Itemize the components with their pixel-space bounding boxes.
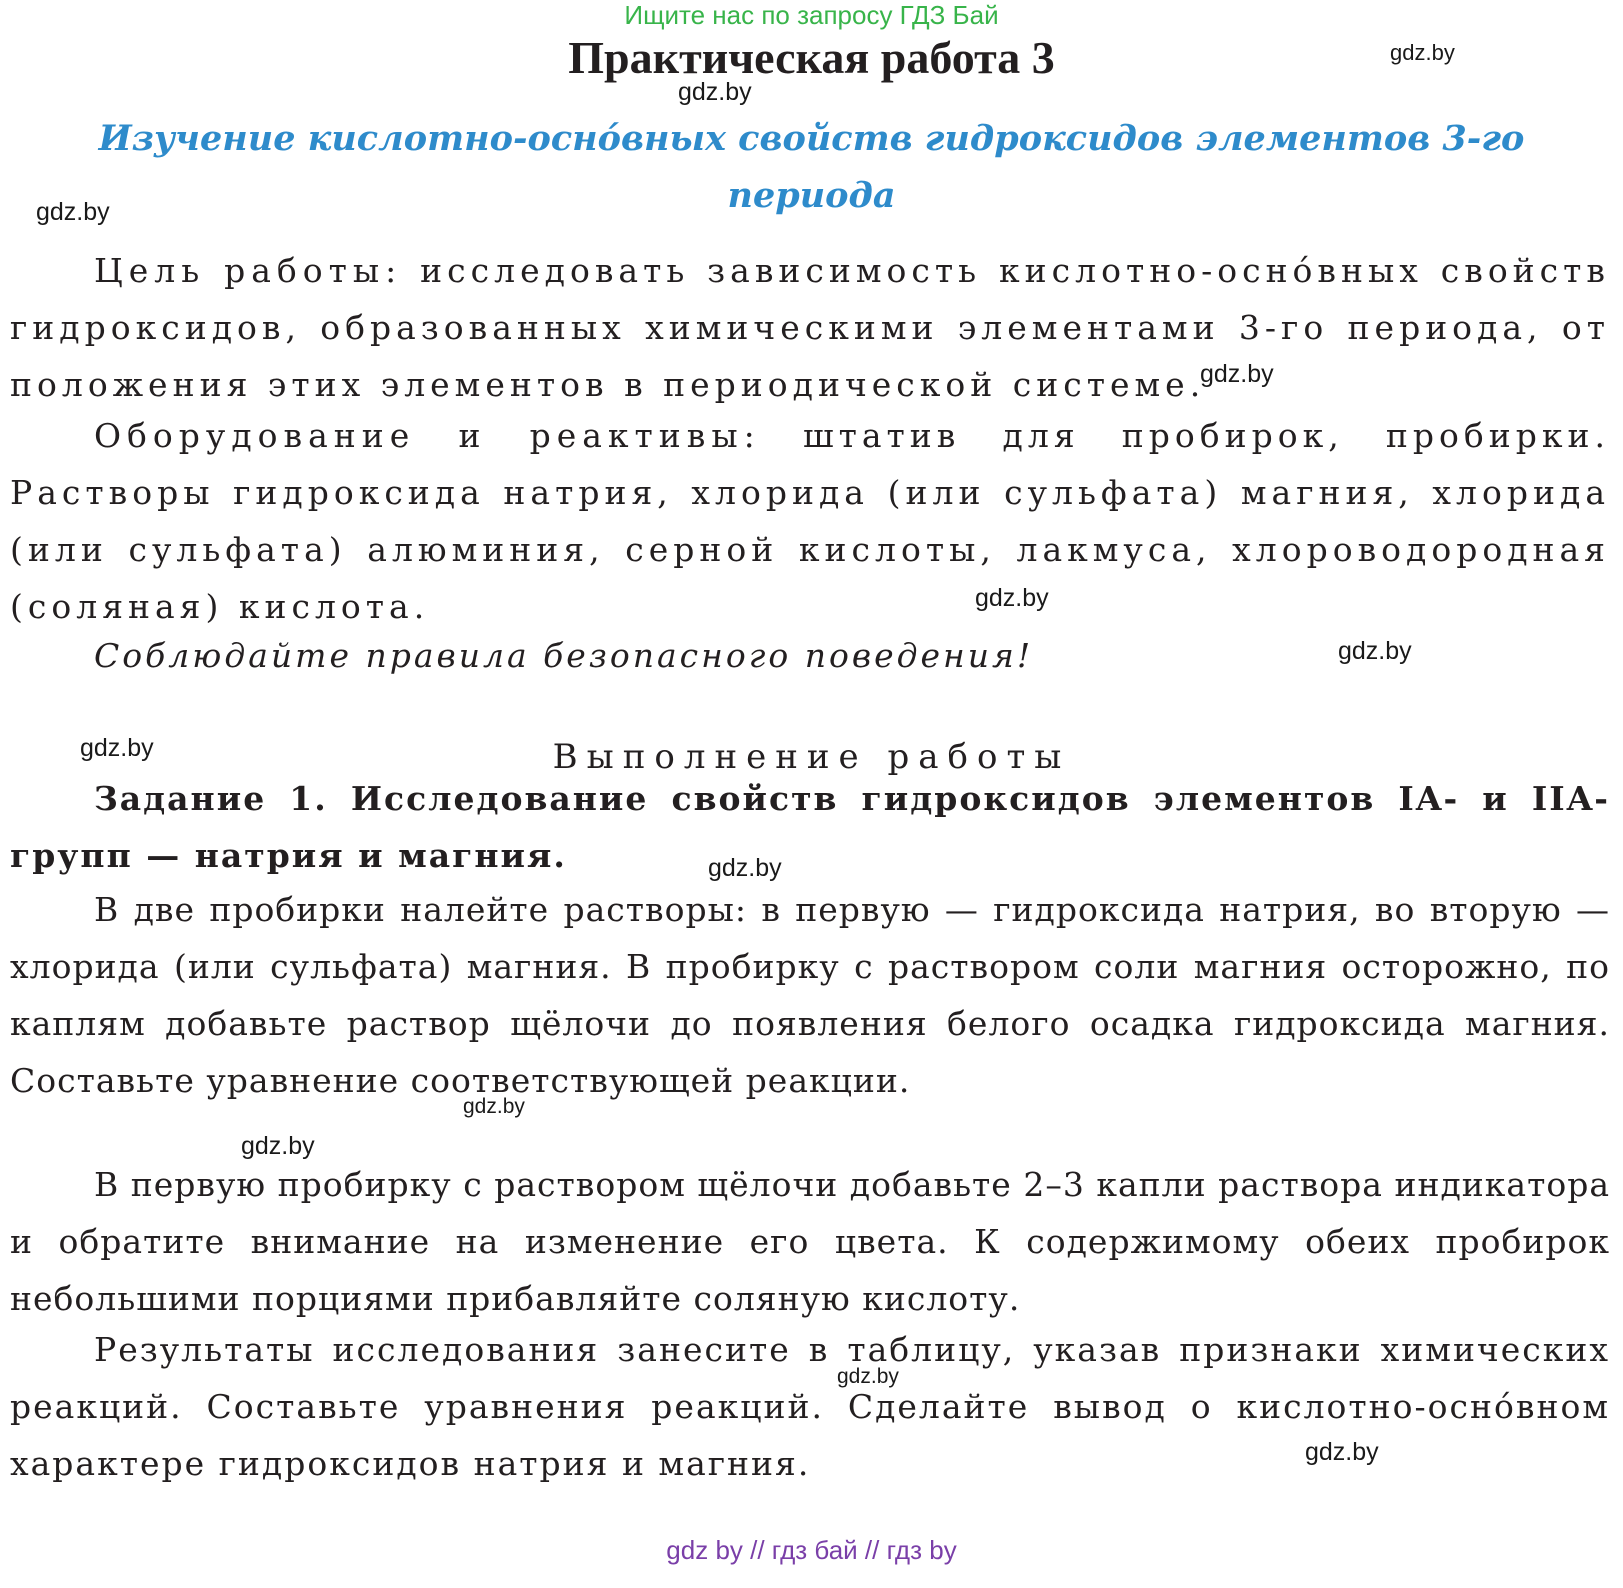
equipment-label: Оборудование и реактивы: <box>94 416 761 455</box>
watermark: gdz.by <box>708 854 782 882</box>
equipment-text: штатив для пробирок, пробирки. Растворы гидроксида натрия, хлорида (или сульфата) магния, хлорида (или сульфата) алюминия, серной кислоты, лакмуса, хлороводородная (соляная) кислота. <box>10 416 1610 626</box>
goal-paragraph <box>10 242 1610 413</box>
watermark: gdz.by <box>1305 1438 1379 1466</box>
goal-text: исследовать зависимость кислотно-оснóвных свойств гидроксидов, образованных химическими элементами 3-го периода, от положения этих элементов в периодической системе. <box>10 251 1610 404</box>
safety-note: Соблюдайте правила безопасного поведения! <box>94 636 1034 675</box>
watermark: gdz.by <box>463 1095 525 1118</box>
watermark: gdz.by <box>1200 360 1274 388</box>
watermark: gdz.by <box>837 1365 899 1388</box>
task-1-heading: Задание 1. Исследование свойств гидроксидов элементов IA- и IIA-групп — натрия и магния. <box>10 779 1610 875</box>
watermark: gdz.by <box>241 1132 315 1160</box>
watermark: gdz.by <box>1390 40 1455 65</box>
watermark: gdz.by <box>678 78 752 106</box>
top-banner: Ищите нас по запросу ГДЗ Бай <box>624 0 999 30</box>
watermark: gdz.by <box>1338 637 1412 665</box>
paragraph-3: Результаты исследования занесите в таблицу, указав признаки химических реакций. Составьте уравнения реакций. Сделайте вывод о кислотно-оснóвном характере гидроксидов натрия и магния. <box>10 1330 1610 1483</box>
watermark: gdz.by <box>80 734 154 762</box>
section-heading: Выполнение работы <box>552 737 1071 777</box>
goal-label: Цель работы: <box>94 251 403 290</box>
page-subtitle: Изучение кислотно-оснóвных свойств гидроксидов элементов 3-го периода <box>98 118 1525 216</box>
watermark: gdz.by <box>36 198 110 226</box>
equipment-paragraph <box>10 407 1610 635</box>
paragraph-1: В две пробирки налейте растворы: в первую — гидроксида натрия, во вторую — хлорида (или сульфата) магния. В пробирку с раствором соли магния осторожно, по каплям добавьте раствор щёлочи до появления белого осадка гидроксида магния. Составьте уравнение соответствующей реакции. <box>10 890 1610 1100</box>
footer-links: gdz by // гдз бай // гдз by <box>666 1535 957 1565</box>
page-title: Практическая работа 3 <box>568 32 1055 83</box>
paragraph-2: В первую пробирку с раствором щёлочи добавьте 2–3 капли раствора индикатора и обратите внимание на изменение его цвета. К содержимому обеих пробирок небольшими порциями прибавляйте соляную кислоту. <box>10 1165 1610 1318</box>
watermark: gdz.by <box>975 584 1049 612</box>
